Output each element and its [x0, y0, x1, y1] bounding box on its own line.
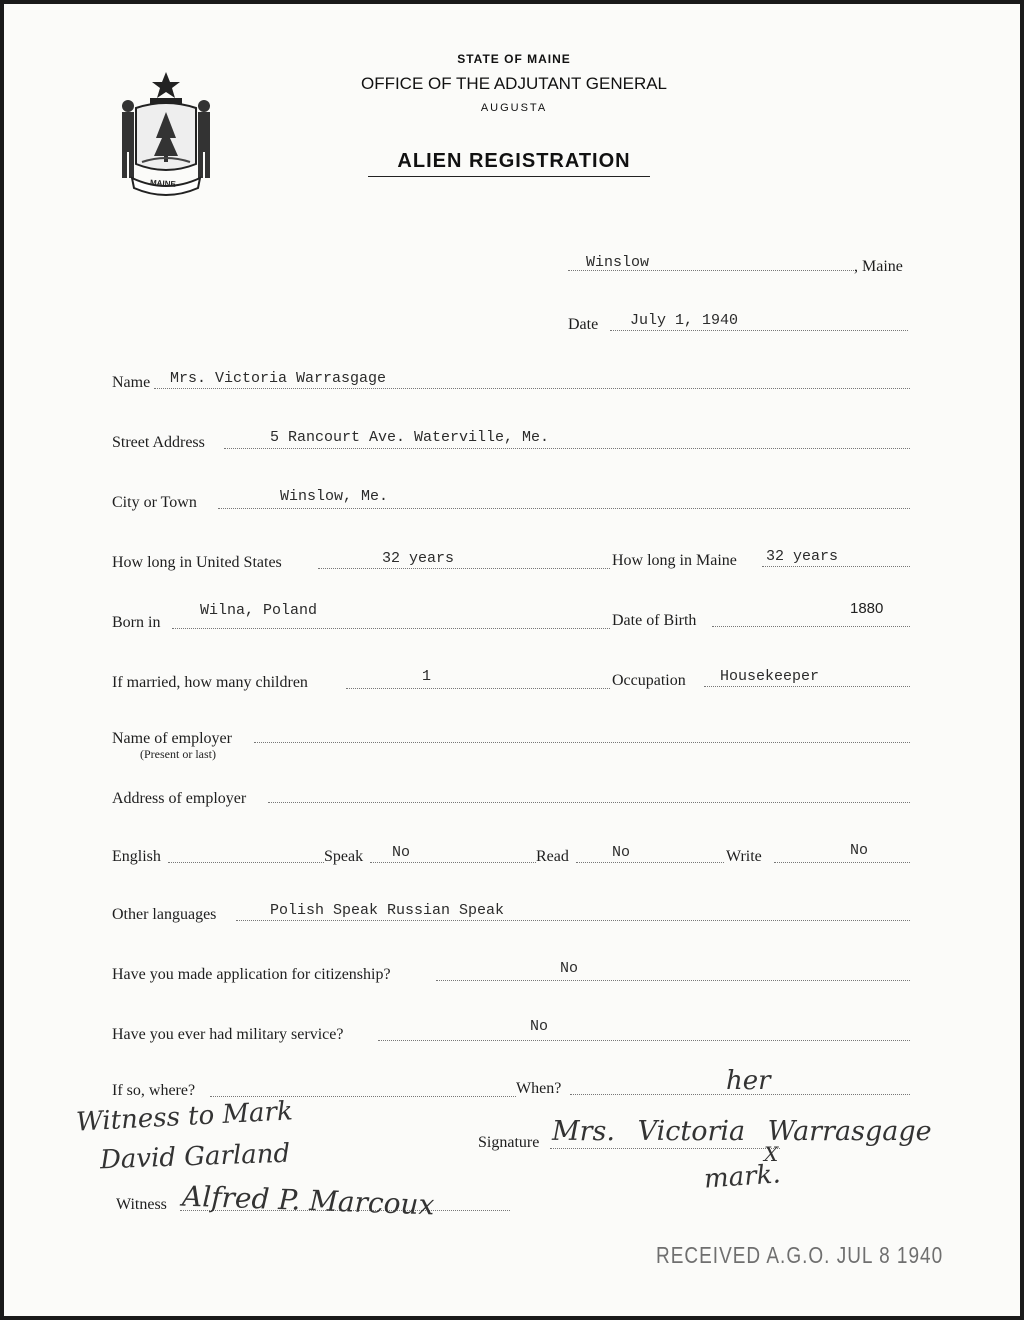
- received-stamp: RECEIVED A.G.O. JUL 8 1940: [656, 1243, 944, 1269]
- city-line: [218, 508, 910, 509]
- citizenship-value: No: [560, 960, 579, 977]
- speak-line: [370, 862, 536, 863]
- children-label: If married, how many children: [112, 674, 308, 691]
- other-languages-value: Polish Speak Russian Speak: [270, 902, 505, 919]
- witness-mark-note: Witness to Mark: [75, 1096, 294, 1138]
- maine-time-label: How long in Maine: [612, 552, 737, 569]
- citizenship-line: [436, 980, 910, 981]
- name-label: Name: [112, 374, 151, 391]
- maine-time-value: 32 years: [766, 548, 839, 565]
- header-state: STATE OF MAINE: [457, 52, 571, 66]
- signature-label: Signature: [478, 1134, 540, 1151]
- when-label: When?: [516, 1080, 562, 1097]
- dob-value: 1880: [850, 600, 884, 617]
- speak-value: No: [392, 844, 411, 861]
- employer-sublabel: (Present or last): [140, 747, 216, 761]
- military-label: Have you ever had military service?: [112, 1026, 344, 1043]
- witness-mark-name: David Garland: [99, 1138, 291, 1176]
- military-line: [378, 1040, 910, 1041]
- born-label: Born in: [112, 614, 161, 631]
- city-value: Winslow, Me.: [280, 488, 389, 505]
- place-value: Winslow: [586, 254, 650, 271]
- write-line: [774, 862, 910, 863]
- street-value: 5 Rancourt Ave. Waterville, Me.: [270, 429, 550, 446]
- military-value: No: [530, 1018, 549, 1035]
- other-languages-line: [236, 920, 910, 921]
- english-label: English: [112, 848, 161, 865]
- occupation-label: Occupation: [612, 672, 686, 689]
- signature-mark: mark.: [703, 1159, 782, 1195]
- signature-x: X: [764, 1142, 779, 1166]
- dob-label: Date of Birth: [612, 612, 697, 629]
- signature-line: [550, 1148, 780, 1149]
- employer-label: Name of employer: [112, 730, 232, 747]
- place-suffix: , Maine: [854, 258, 903, 275]
- city-label: City or Town: [112, 494, 197, 511]
- children-value: 1: [422, 668, 432, 685]
- employer-address-line: [268, 802, 910, 803]
- name-line: [154, 388, 910, 389]
- dob-line: [712, 626, 910, 627]
- title-underline: [368, 176, 650, 177]
- date-value: July 1, 1940: [630, 312, 739, 329]
- born-value: Wilna, Poland: [200, 602, 318, 619]
- witness-label: Witness: [116, 1196, 167, 1213]
- header-office: OFFICE OF THE ADJUTANT GENERAL: [360, 74, 668, 93]
- other-languages-label: Other languages: [112, 906, 217, 923]
- header-city: AUGUSTA: [480, 102, 548, 114]
- maine-state-seal-icon: [112, 68, 220, 198]
- registration-form: [4, 4, 1020, 1316]
- date-line: [610, 330, 908, 331]
- street-label: Street Address: [112, 434, 205, 451]
- us-time-label: How long in United States: [112, 554, 282, 571]
- signature-her: her: [726, 1066, 771, 1096]
- employer-address-label: Address of employer: [112, 790, 247, 807]
- signature-handwritten: Mrs. Victoria Warrasgage: [552, 1116, 932, 1147]
- read-label: Read: [536, 848, 569, 865]
- witness-handwritten: Alfred P. Marcoux: [181, 1179, 435, 1222]
- employer-line: [254, 742, 910, 743]
- write-label: Write: [726, 848, 762, 865]
- occupation-line: [704, 686, 910, 687]
- occupation-value: Housekeeper: [720, 668, 820, 685]
- date-label: Date: [568, 316, 599, 333]
- born-line: [172, 628, 610, 629]
- read-value: No: [612, 844, 631, 861]
- maine-time-line: [762, 566, 910, 567]
- where-line: [210, 1096, 516, 1097]
- english-line: [168, 862, 324, 863]
- speak-label: Speak: [324, 848, 364, 865]
- street-line: [224, 448, 910, 449]
- write-value: No: [850, 842, 869, 859]
- where-label: If so, where?: [112, 1082, 196, 1099]
- name-value: Mrs. Victoria Warrasgage: [170, 370, 387, 387]
- children-line: [346, 688, 610, 689]
- seal-motto: MAINE: [149, 178, 177, 189]
- us-time-value: 32 years: [382, 550, 455, 567]
- read-line: [576, 862, 724, 863]
- citizenship-label: Have you made application for citizenship?: [112, 966, 391, 983]
- us-time-line: [318, 568, 610, 569]
- page-title: ALIEN REGISTRATION: [397, 150, 631, 172]
